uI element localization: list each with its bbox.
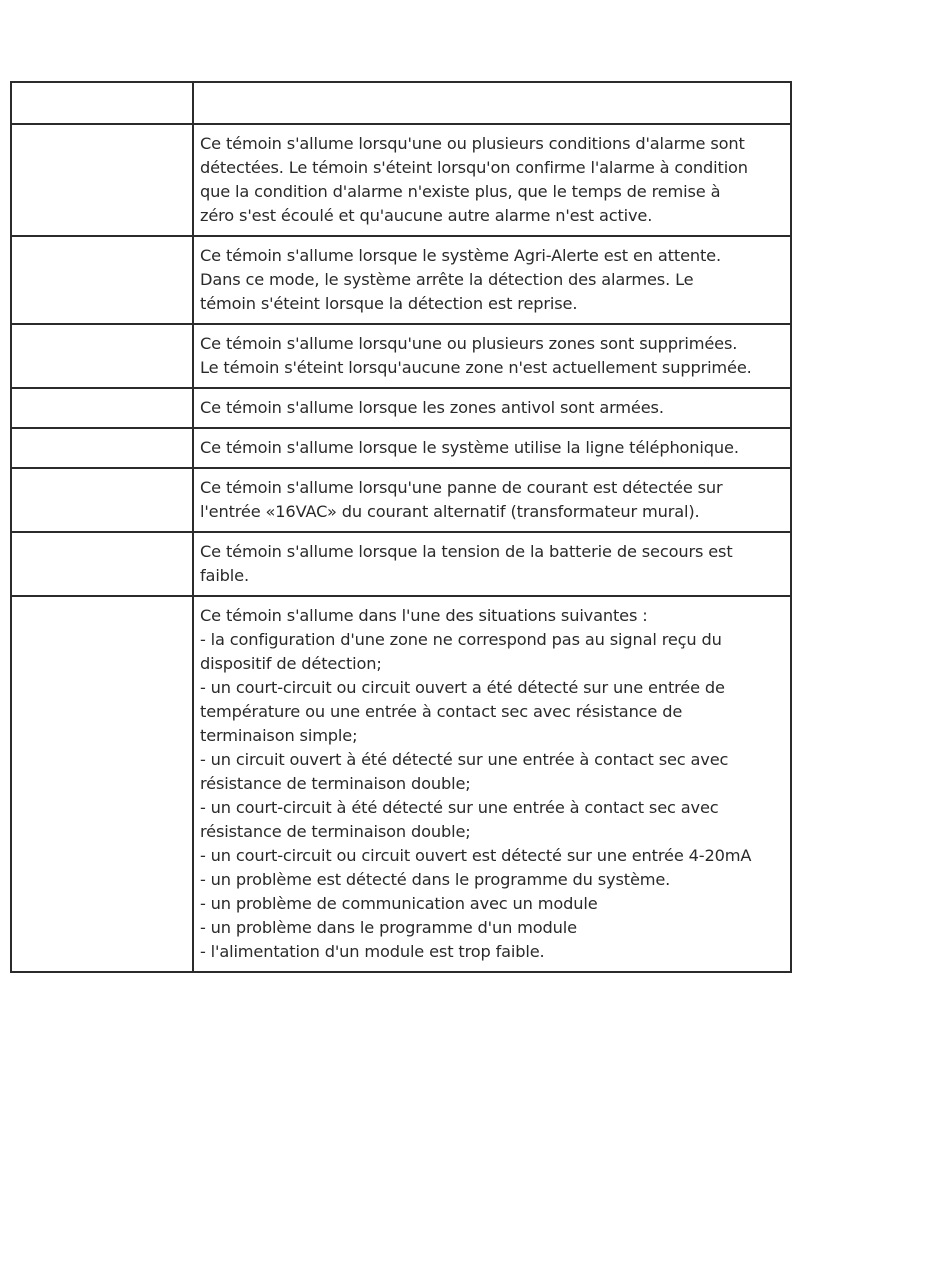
indicator-label-cell [11,236,193,324]
indicator-description-alarm: Ce témoin s'allume lorsqu'une ou plusieurs conditions d'alarme sont détectées. Le témoin s'éteint lorsqu'on confirme l'alarme à condition que la condition d'alarme n'existe plus, que le temps de remise à zéro s'est écoulé et qu'aucune autre alarme n'est active. [200,134,748,225]
indicator-description-low-battery: Ce témoin s'allume lorsque la tension de la batterie de secours est faible. [200,542,733,585]
table-row [11,532,791,596]
indicator-description-cell [193,468,791,532]
indicator-description-cell [193,532,791,596]
indicator-label-cell [11,324,193,388]
indicator-description-armed: Ce témoin s'allume lorsque les zones antivol sont armées. [200,398,664,417]
indicator-label [12,597,192,611]
header-cell-right [193,82,791,124]
indicator-description-standby: Ce témoin s'allume lorsque le système Agri-Alerte est en attente. Dans ce mode, le système arrête la détection des alarmes. Le témoin s'éteint lorsque la détection est reprise. [200,246,721,313]
indicator-label-cell [11,468,193,532]
indicator-description-cell [193,236,791,324]
indicator-label-cell [11,428,193,468]
table-row [11,388,791,428]
indicator-description-power-failure: Ce témoin s'allume lorsqu'une panne de courant est détectée sur l'entrée «16VAC» du courant alternatif (transformateur mural). [200,478,723,521]
table-row [11,236,791,324]
indicator-description-trouble: Ce témoin s'allume dans l'une des situations suivantes : - la configuration d'une zone ne correspond pas au signal reçu du dispositif de détection; - un court-circuit ou circuit ouvert a été détecté sur une entrée de température ou une entrée à contact sec avec résistance de terminaison simple; - un circuit ouvert à été détecté sur une entrée à contact sec avec résistance de terminaison double; - un court-circuit à été détecté sur une entrée à contact sec avec résistance de terminaison double; - un court-circuit ou circuit ouvert est détecté sur une entrée 4-20mA - un problème est détecté dans le programme du système. - un problème de communication avec un module - un problème dans le programme d'un module - l'alimentation d'un module est trop faible. [200,606,752,961]
indicator-description-cell [193,124,791,236]
table-row [11,324,791,388]
indicator-description-cell [193,324,791,388]
indicator-label-cell [11,388,193,428]
header-cell-left [11,82,193,124]
indicator-table [10,81,792,973]
indicator-label [12,469,192,483]
indicator-description-cell [193,428,791,468]
table-row [11,596,791,972]
indicator-label-cell [11,532,193,596]
table-row [11,468,791,532]
table-row [11,428,791,468]
indicator-label [12,429,192,443]
indicator-description-bypass: Ce témoin s'allume lorsqu'une ou plusieurs zones sont supprimées. Le témoin s'éteint lorsqu'aucune zone n'est actuellement supprimée. [200,334,752,377]
indicator-label-cell [11,124,193,236]
indicator-label [12,533,192,547]
indicator-label-cell [11,596,193,972]
indicator-label [12,237,192,251]
table-row [11,124,791,236]
indicator-label [12,125,192,139]
indicator-label [12,325,192,339]
indicator-description-cell [193,388,791,428]
indicator-description-phone-line: Ce témoin s'allume lorsque le système utilise la ligne téléphonique. [200,438,739,457]
table-header-row [11,82,791,124]
indicator-description-cell [193,596,791,972]
indicator-label [12,389,192,403]
